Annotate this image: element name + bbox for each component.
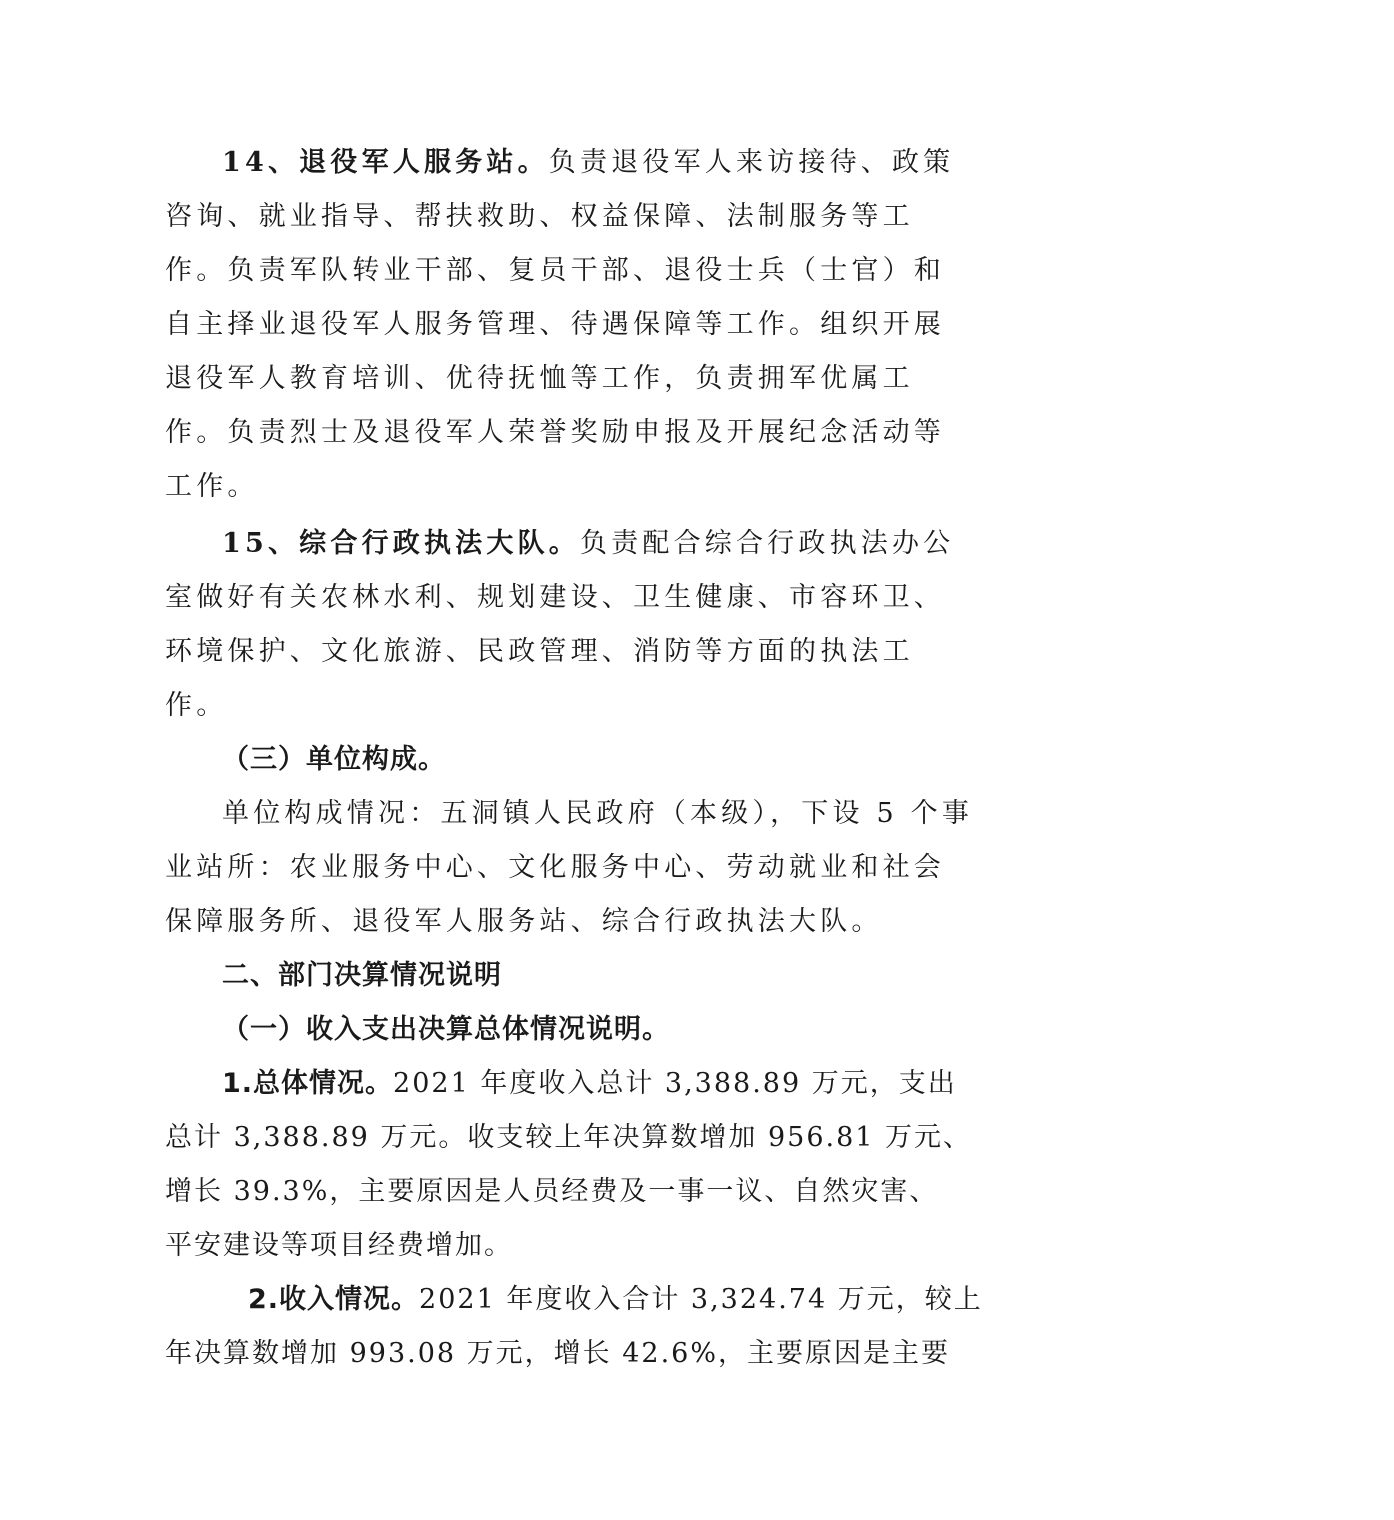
paragraph-line: 单位构成情况：五洞镇人民政府（本级），下设 5 个事 (222, 798, 974, 829)
paragraph-line: 平安建设等项目经费增加。 (165, 1230, 513, 1261)
paragraph-line: 总计 3,388.89 万元。收支较上年决算数增加 956.81 万元、 (165, 1122, 973, 1153)
paragraph-line: 业站所：农业服务中心、文化服务中心、劳动就业和社会 (165, 852, 945, 883)
income-title: 2.收入情况。 (248, 1284, 420, 1315)
section-15-title: 15、综合行政执法大队。 (222, 528, 580, 559)
unit-composition-heading: （三）单位构成。 (222, 744, 446, 775)
paragraph-line: 14、退役军人服务站。负责退役军人来访接待、政策 (222, 147, 955, 178)
overall-title: 1.总体情况。 (222, 1068, 394, 1099)
paragraph-line: 作。负责军队转业干部、复员干部、退役士兵（士官）和 (165, 255, 945, 286)
paragraph-line: 退役军人教育培训、优待抚恤等工作，负责拥军优属工 (165, 363, 914, 394)
unit-composition (165, 733, 974, 949)
section-15 (165, 517, 955, 733)
paragraph-line: 咨询、就业指导、帮扶救助、权益保障、法制服务等工 (165, 201, 914, 232)
paragraph-line: 工作。 (165, 471, 259, 502)
section-14 (165, 136, 955, 514)
paragraph-line: 年决算数增加 993.08 万元，增长 42.6%，主要原因是主要 (165, 1338, 950, 1369)
paragraph-line: 作。 (165, 690, 228, 721)
income-situation (165, 1273, 983, 1381)
overall-situation (165, 1057, 973, 1273)
paragraph-line: 环境保护、文化旅游、民政管理、消防等方面的执法工 (165, 636, 914, 667)
paragraph-line: 2.收入情况。2021 年度收入合计 3,324.74 万元，较上 (248, 1284, 983, 1315)
part-two-subheading: （一）收入支出决算总体情况说明。 (222, 1014, 670, 1045)
paragraph-line: 15、综合行政执法大队。负责配合综合行政执法办公 (222, 528, 955, 559)
paragraph-line: 室做好有关农林水利、规划建设、卫生健康、市容环卫、 (165, 582, 945, 613)
section-14-title: 14、退役军人服务站。 (222, 147, 549, 178)
paragraph-line: 自主择业退役军人服务管理、待遇保障等工作。组织开展 (165, 309, 945, 340)
paragraph-line: 保障服务所、退役军人服务站、综合行政执法大队。 (165, 906, 883, 937)
paragraph-line: 作。负责烈士及退役军人荣誉奖励申报及开展纪念活动等 (165, 417, 945, 448)
part-two-heading: 二、部门决算情况说明 (222, 960, 502, 991)
paragraph-line: 1.总体情况。2021 年度收入总计 3,388.89 万元，支出 (222, 1068, 957, 1099)
paragraph-line: 增长 39.3%，主要原因是人员经费及一事一议、自然灾害、 (165, 1176, 939, 1207)
part-two (165, 949, 913, 1057)
